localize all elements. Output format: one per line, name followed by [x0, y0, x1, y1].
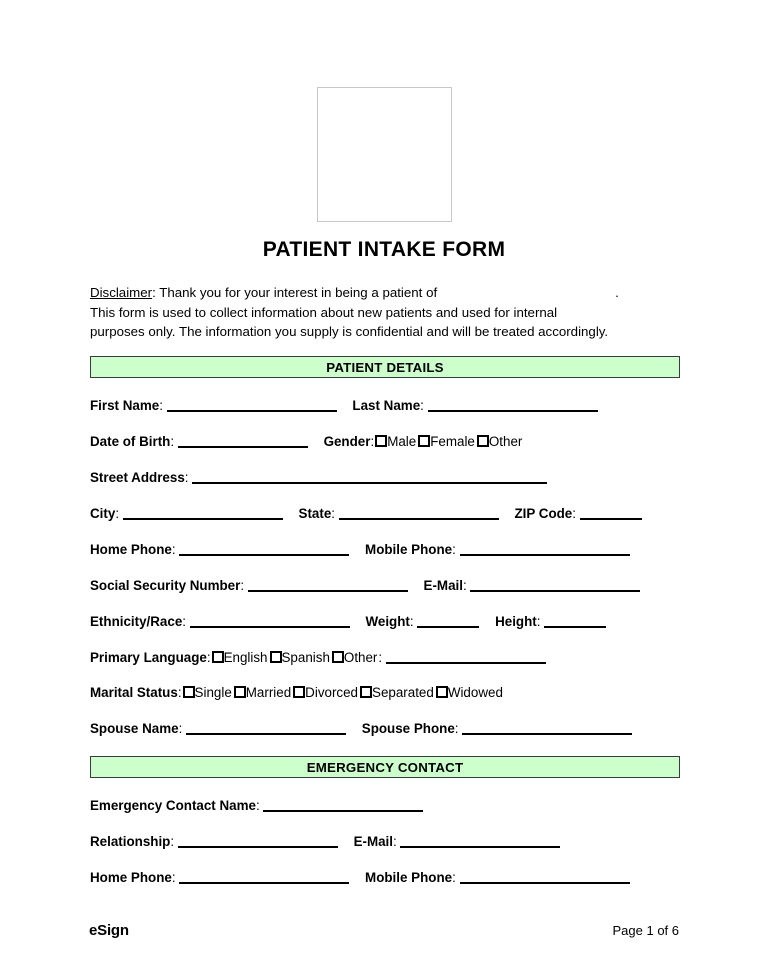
emergency-email-input[interactable] [400, 833, 560, 848]
street-address-input[interactable] [192, 469, 547, 484]
disclaimer-colon: : [152, 285, 156, 301]
row-emergency-phones: Home Phone: Mobile Phone: [90, 869, 680, 886]
disclaimer-paragraph [90, 283, 682, 342]
marital-option-married: Married [245, 684, 292, 700]
marital-option-divorced: Divorced [305, 684, 359, 700]
row-relationship-email: Relationship: E-Mail: [90, 833, 680, 850]
section-header-emergency-contact: EMERGENCY CONTACT [90, 756, 680, 778]
row-name: First Name: Last Name: [90, 397, 680, 414]
ssn-input[interactable] [248, 577, 408, 592]
last-name-input[interactable] [428, 397, 598, 412]
language-checkbox-other[interactable] [332, 651, 344, 663]
emergency-email-label: E-Mail [353, 833, 393, 849]
row-street-address: Street Address: [90, 469, 680, 486]
disclaimer-period: . [615, 285, 619, 301]
marital-status-label: Marital Status [90, 684, 178, 700]
height-input[interactable] [544, 613, 606, 628]
spouse-phone-input[interactable] [462, 720, 632, 735]
row-dob-gender: Date of Birth: Gender: Male Female Other [90, 433, 523, 449]
gender-label: Gender [323, 433, 371, 449]
emergency-home-phone-label: Home Phone [90, 869, 172, 885]
marital-option-widowed: Widowed [447, 684, 503, 700]
marital-checkbox-married[interactable] [234, 686, 246, 698]
home-phone-input[interactable] [179, 541, 349, 556]
language-option-other: Other [343, 649, 378, 665]
street-address-label: Street Address [90, 469, 185, 485]
gender-option-male: Male [387, 433, 417, 449]
emergency-contact-name-input[interactable] [263, 797, 423, 812]
first-name-label: First Name [90, 397, 160, 413]
ethnicity-race-label: Ethnicity/Race [90, 613, 183, 629]
primary-language-label: Primary Language [90, 649, 207, 665]
page-title: PATIENT INTAKE FORM [262, 238, 506, 261]
date-of-birth-input[interactable] [178, 433, 308, 448]
gender-checkbox-other[interactable] [477, 435, 489, 447]
page-footer [89, 922, 679, 939]
email-input[interactable] [470, 577, 640, 592]
zip-code-label: ZIP Code [514, 505, 573, 521]
marital-option-single: Single [194, 684, 232, 700]
row-emergency-contact-name: Emergency Contact Name: [90, 797, 680, 814]
language-option-spanish: Spanish [281, 649, 330, 665]
gender-checkbox-male[interactable] [375, 435, 387, 447]
relationship-label: Relationship [90, 833, 171, 849]
row-marital-status: Marital Status: Single Married Divorced Separated Widowed [90, 684, 503, 700]
mobile-phone-input[interactable] [460, 541, 630, 556]
row-phones: Home Phone: Mobile Phone: [90, 541, 680, 558]
row-ssn-email: Social Security Number: E-Mail: [90, 577, 680, 594]
language-option-english: English [223, 649, 268, 665]
state-label: State [298, 505, 332, 521]
emergency-mobile-phone-input[interactable] [460, 869, 630, 884]
row-city-state-zip: City: State: ZIP Code: [90, 505, 680, 522]
marital-option-separated: Separated [372, 684, 434, 700]
language-checkbox-english[interactable] [212, 651, 224, 663]
relationship-input[interactable] [178, 833, 338, 848]
marital-checkbox-single[interactable] [183, 686, 195, 698]
state-input[interactable] [339, 505, 499, 520]
page-number: Page 1 of 6 [612, 923, 679, 938]
ethnicity-race-input[interactable] [190, 613, 350, 628]
disclaimer-line3: purposes only. The information you supply is confidential and will be treated accordingly. [90, 324, 609, 340]
zip-code-input[interactable] [580, 505, 642, 520]
section-header-patient-details: PATIENT DETAILS [90, 356, 680, 378]
spouse-name-label: Spouse Name [90, 720, 179, 736]
weight-input[interactable] [417, 613, 479, 628]
disclaimer-label: Disclaimer [90, 285, 153, 301]
brand-logo: eSign [89, 922, 129, 939]
gender-checkbox-female[interactable] [418, 435, 430, 447]
ssn-label: Social Security Number [90, 577, 241, 593]
email-label: E-Mail [423, 577, 463, 593]
weight-label: Weight [365, 613, 410, 629]
last-name-label: Last Name [352, 397, 421, 413]
emergency-contact-name-label: Emergency Contact Name [90, 797, 256, 813]
height-label: Height [495, 613, 537, 629]
marital-checkbox-divorced[interactable] [293, 686, 305, 698]
spouse-name-input[interactable] [186, 720, 346, 735]
disclaimer-line2: This form is used to collect information about new patients and used for internal [90, 304, 558, 320]
city-label: City [90, 505, 116, 521]
spouse-phone-label: Spouse Phone [361, 720, 455, 736]
mobile-phone-label: Mobile Phone [365, 541, 453, 557]
logo-placeholder-box [317, 87, 452, 222]
language-other-input[interactable] [386, 649, 546, 664]
home-phone-label: Home Phone [90, 541, 172, 557]
row-primary-language: Primary Language: English Spanish Other: [90, 649, 680, 666]
emergency-home-phone-input[interactable] [179, 869, 349, 884]
date-of-birth-label: Date of Birth [90, 433, 171, 449]
form-content [88, 283, 680, 886]
language-checkbox-spanish[interactable] [270, 651, 282, 663]
city-input[interactable] [123, 505, 283, 520]
marital-checkbox-separated[interactable] [360, 686, 372, 698]
emergency-mobile-phone-label: Mobile Phone [365, 869, 453, 885]
gender-option-other: Other [488, 433, 523, 449]
disclaimer-line1: Thank you for your interest in being a patient of [159, 285, 438, 301]
logo-container [0, 0, 768, 222]
row-ethnicity-weight-height: Ethnicity/Race: Weight: Height: [90, 613, 680, 630]
gender-option-female: Female [430, 433, 475, 449]
row-spouse: Spouse Name: Spouse Phone: [90, 720, 680, 737]
first-name-input[interactable] [167, 397, 337, 412]
marital-checkbox-widowed[interactable] [436, 686, 448, 698]
